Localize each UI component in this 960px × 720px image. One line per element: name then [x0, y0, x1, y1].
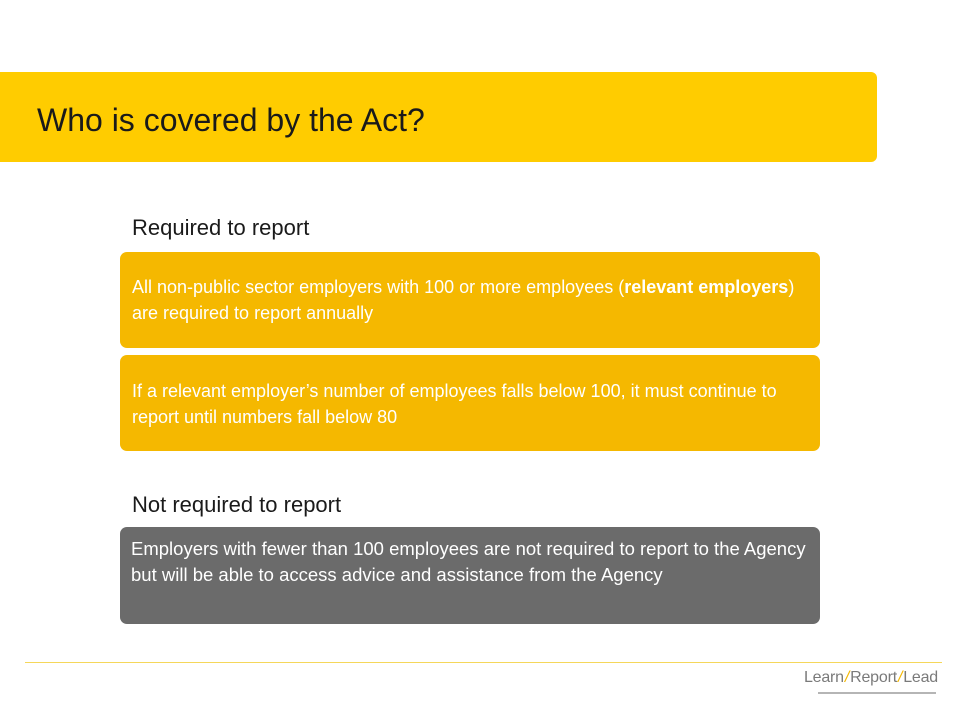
- logo-report: Report: [850, 669, 897, 686]
- not-required-heading: Not required to report: [132, 492, 342, 517]
- required-box-threshold: [120, 355, 820, 451]
- not-required-box: [120, 527, 820, 624]
- logo-learn: Learn: [803, 669, 844, 686]
- logo-underline: [818, 692, 936, 694]
- slide-title: Who is covered by the Act?: [37, 102, 425, 138]
- learn-report-lead-logo: [804, 667, 938, 689]
- logo-separator: /: [897, 669, 903, 686]
- required-box-text-start: All non-public sector employers with 100 or more employees (: [132, 277, 625, 297]
- relevant-employers-term: relevant employers: [624, 277, 789, 297]
- required-box-relevant-employers: [120, 252, 820, 348]
- threshold-text: If a relevant employer’s number of employees falls below 100, it must continue to report until numbers fall below 80: [132, 381, 777, 427]
- not-required-text: Employers with fewer than 100 employees are not required to report to the Agency but will be able to access advice and assistance from the Agency: [131, 538, 806, 585]
- logo-lead: Lead: [903, 669, 938, 686]
- logo-separator: /: [844, 669, 850, 686]
- footer-divider: [25, 662, 942, 663]
- required-box-text-end: ) are required to report annually: [132, 277, 795, 323]
- required-heading: Required to report: [132, 215, 310, 240]
